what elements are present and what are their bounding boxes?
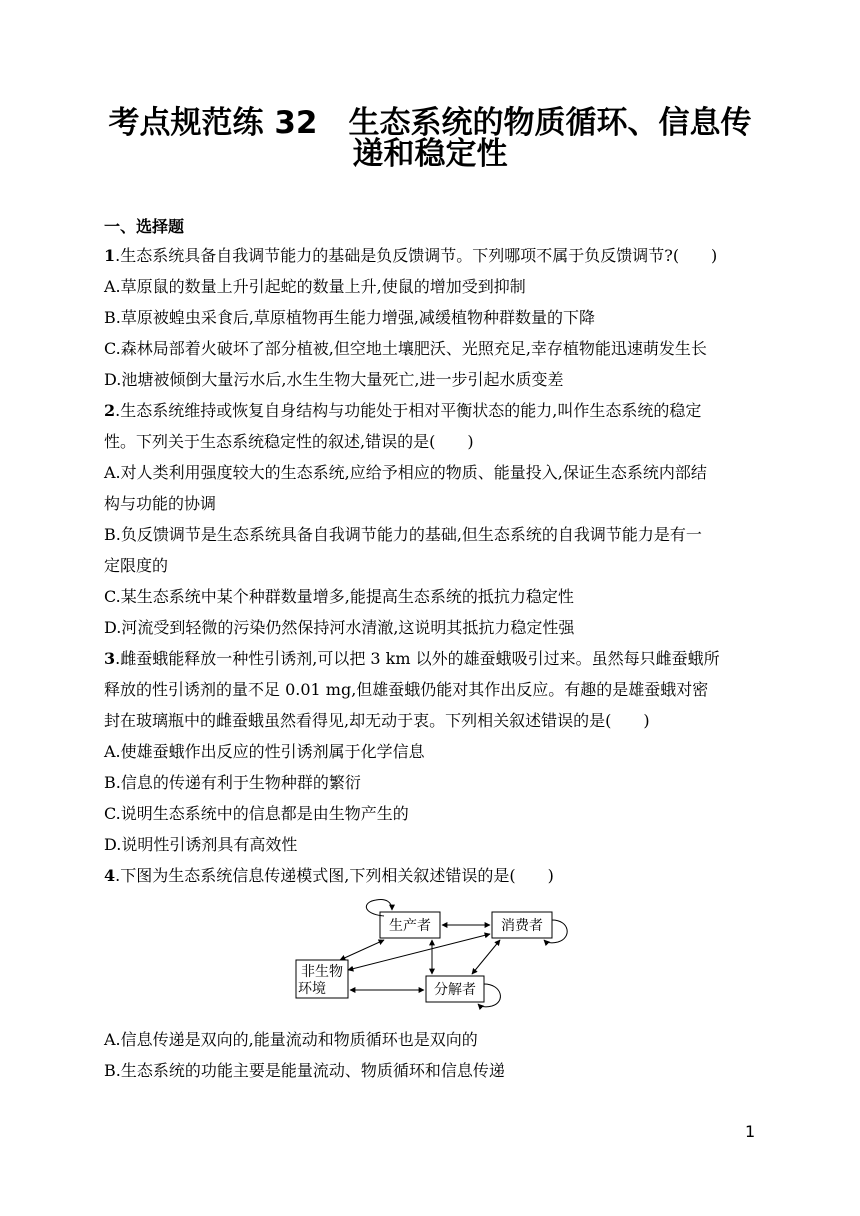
question-stem-line: 性。下列关于生态系统稳定性的叙述,错误的是( ) xyxy=(104,432,474,451)
option-a-cont: 构与功能的协调 xyxy=(104,494,217,513)
option-b: B.负反馈调节是生态系统具备自我调节能力的基础,但生态系统的自我调节能力是有一 xyxy=(104,525,702,544)
option-a: A.信息传递是双向的,能量流动和物质循环也是双向的 xyxy=(104,1030,478,1049)
option-a: A.使雄蚕蛾作出反应的性引诱剂属于化学信息 xyxy=(104,742,425,761)
section-heading: 一、选择题 xyxy=(104,217,185,236)
information-transfer-diagram xyxy=(292,898,572,1010)
option-c: C.某生态系统中某个种群数量增多,能提高生态系统的抵抗力稳定性 xyxy=(104,587,574,606)
page-number: 1 xyxy=(745,1122,756,1141)
abiotic-label-1: 非生物 xyxy=(301,964,343,980)
option-d: D.河流受到轻微的污染仍然保持河水清澈,这说明其抵抗力稳定性强 xyxy=(104,618,575,637)
abiotic-label-2: 环境 xyxy=(298,981,326,997)
option-b: B.草原被蝗虫采食后,草原植物再生能力增强,减缓植物种群数量的下降 xyxy=(104,308,596,327)
question-number: 3 xyxy=(104,649,116,668)
question-2 xyxy=(104,395,764,643)
title-line-2: 递和稳定性 xyxy=(352,136,508,172)
option-c: C.说明生态系统中的信息都是由生物产生的 xyxy=(104,804,409,823)
question-stem-line: 3.雌蚕蛾能释放一种性引诱剂,可以把 3 km 以外的雄蚕蛾吸引过来。虽然每只雌蚕蛾所 xyxy=(104,649,720,668)
question-4 xyxy=(104,860,764,891)
question-stem-line: 1.生态系统具备自我调节能力的基础是负反馈调节。下列哪项不属于负反馈调节?( ) xyxy=(104,246,718,265)
consumer-decomposer-arrow xyxy=(472,940,500,974)
question-stem-line: 释放的性引诱剂的量不足 0.01 mg,但雄蚕蛾仍能对其作出反应。有趣的是雄蚕蛾对密 xyxy=(104,680,709,699)
option-d: D.池塘被倾倒大量污水后,水生生物大量死亡,进一步引起水质变差 xyxy=(104,370,564,389)
question-number: 2 xyxy=(104,401,116,420)
question-stem-line: 4.下图为生态系统信息传递模式图,下列相关叙述错误的是( ) xyxy=(104,866,554,885)
decomposer-label: 分解者 xyxy=(434,982,476,998)
question-stem-line: 封在玻璃瓶中的雌蚕蛾虽然看得见,却无动于衷。下列相关叙述错误的是( ) xyxy=(104,711,650,730)
option-a: A.草原鼠的数量上升引起蛇的数量上升,使鼠的增加受到抑制 xyxy=(104,277,526,296)
page-title xyxy=(0,105,860,172)
question-4-options xyxy=(104,1024,505,1086)
question-stem-line: 2.生态系统维持或恢复自身结构与功能处于相对平衡状态的能力,叫作生态系统的稳定 xyxy=(104,401,702,420)
option-b-cont: 定限度的 xyxy=(104,556,169,575)
question-list xyxy=(104,240,764,891)
question-3 xyxy=(104,643,764,860)
option-c: C.森林局部着火破坏了部分植被,但空地土壤肥沃、光照充足,幸存植物能迅速萌发生长 xyxy=(104,339,707,358)
title-line-1: 考点规范练 32 生态系统的物质循环、信息传 xyxy=(108,105,752,141)
question-number: 4 xyxy=(104,866,116,885)
abiotic-consumer-arrow xyxy=(348,934,490,970)
question-number: 1 xyxy=(104,246,116,265)
option-d: D.说明性引诱剂具有高效性 xyxy=(104,835,298,854)
option-b: B.生态系统的功能主要是能量流动、物质循环和信息传递 xyxy=(104,1061,505,1080)
option-b: B.信息的传递有利于生物种群的繁衍 xyxy=(104,773,361,792)
option-a: A.对人类利用强度较大的生态系统,应给予相应的物质、能量投入,保证生态系统内部结 xyxy=(104,463,707,482)
question-1 xyxy=(104,240,764,395)
consumer-label: 消费者 xyxy=(501,918,543,934)
abiotic-producer-arrow xyxy=(340,940,384,960)
producer-label: 生产者 xyxy=(389,918,431,934)
